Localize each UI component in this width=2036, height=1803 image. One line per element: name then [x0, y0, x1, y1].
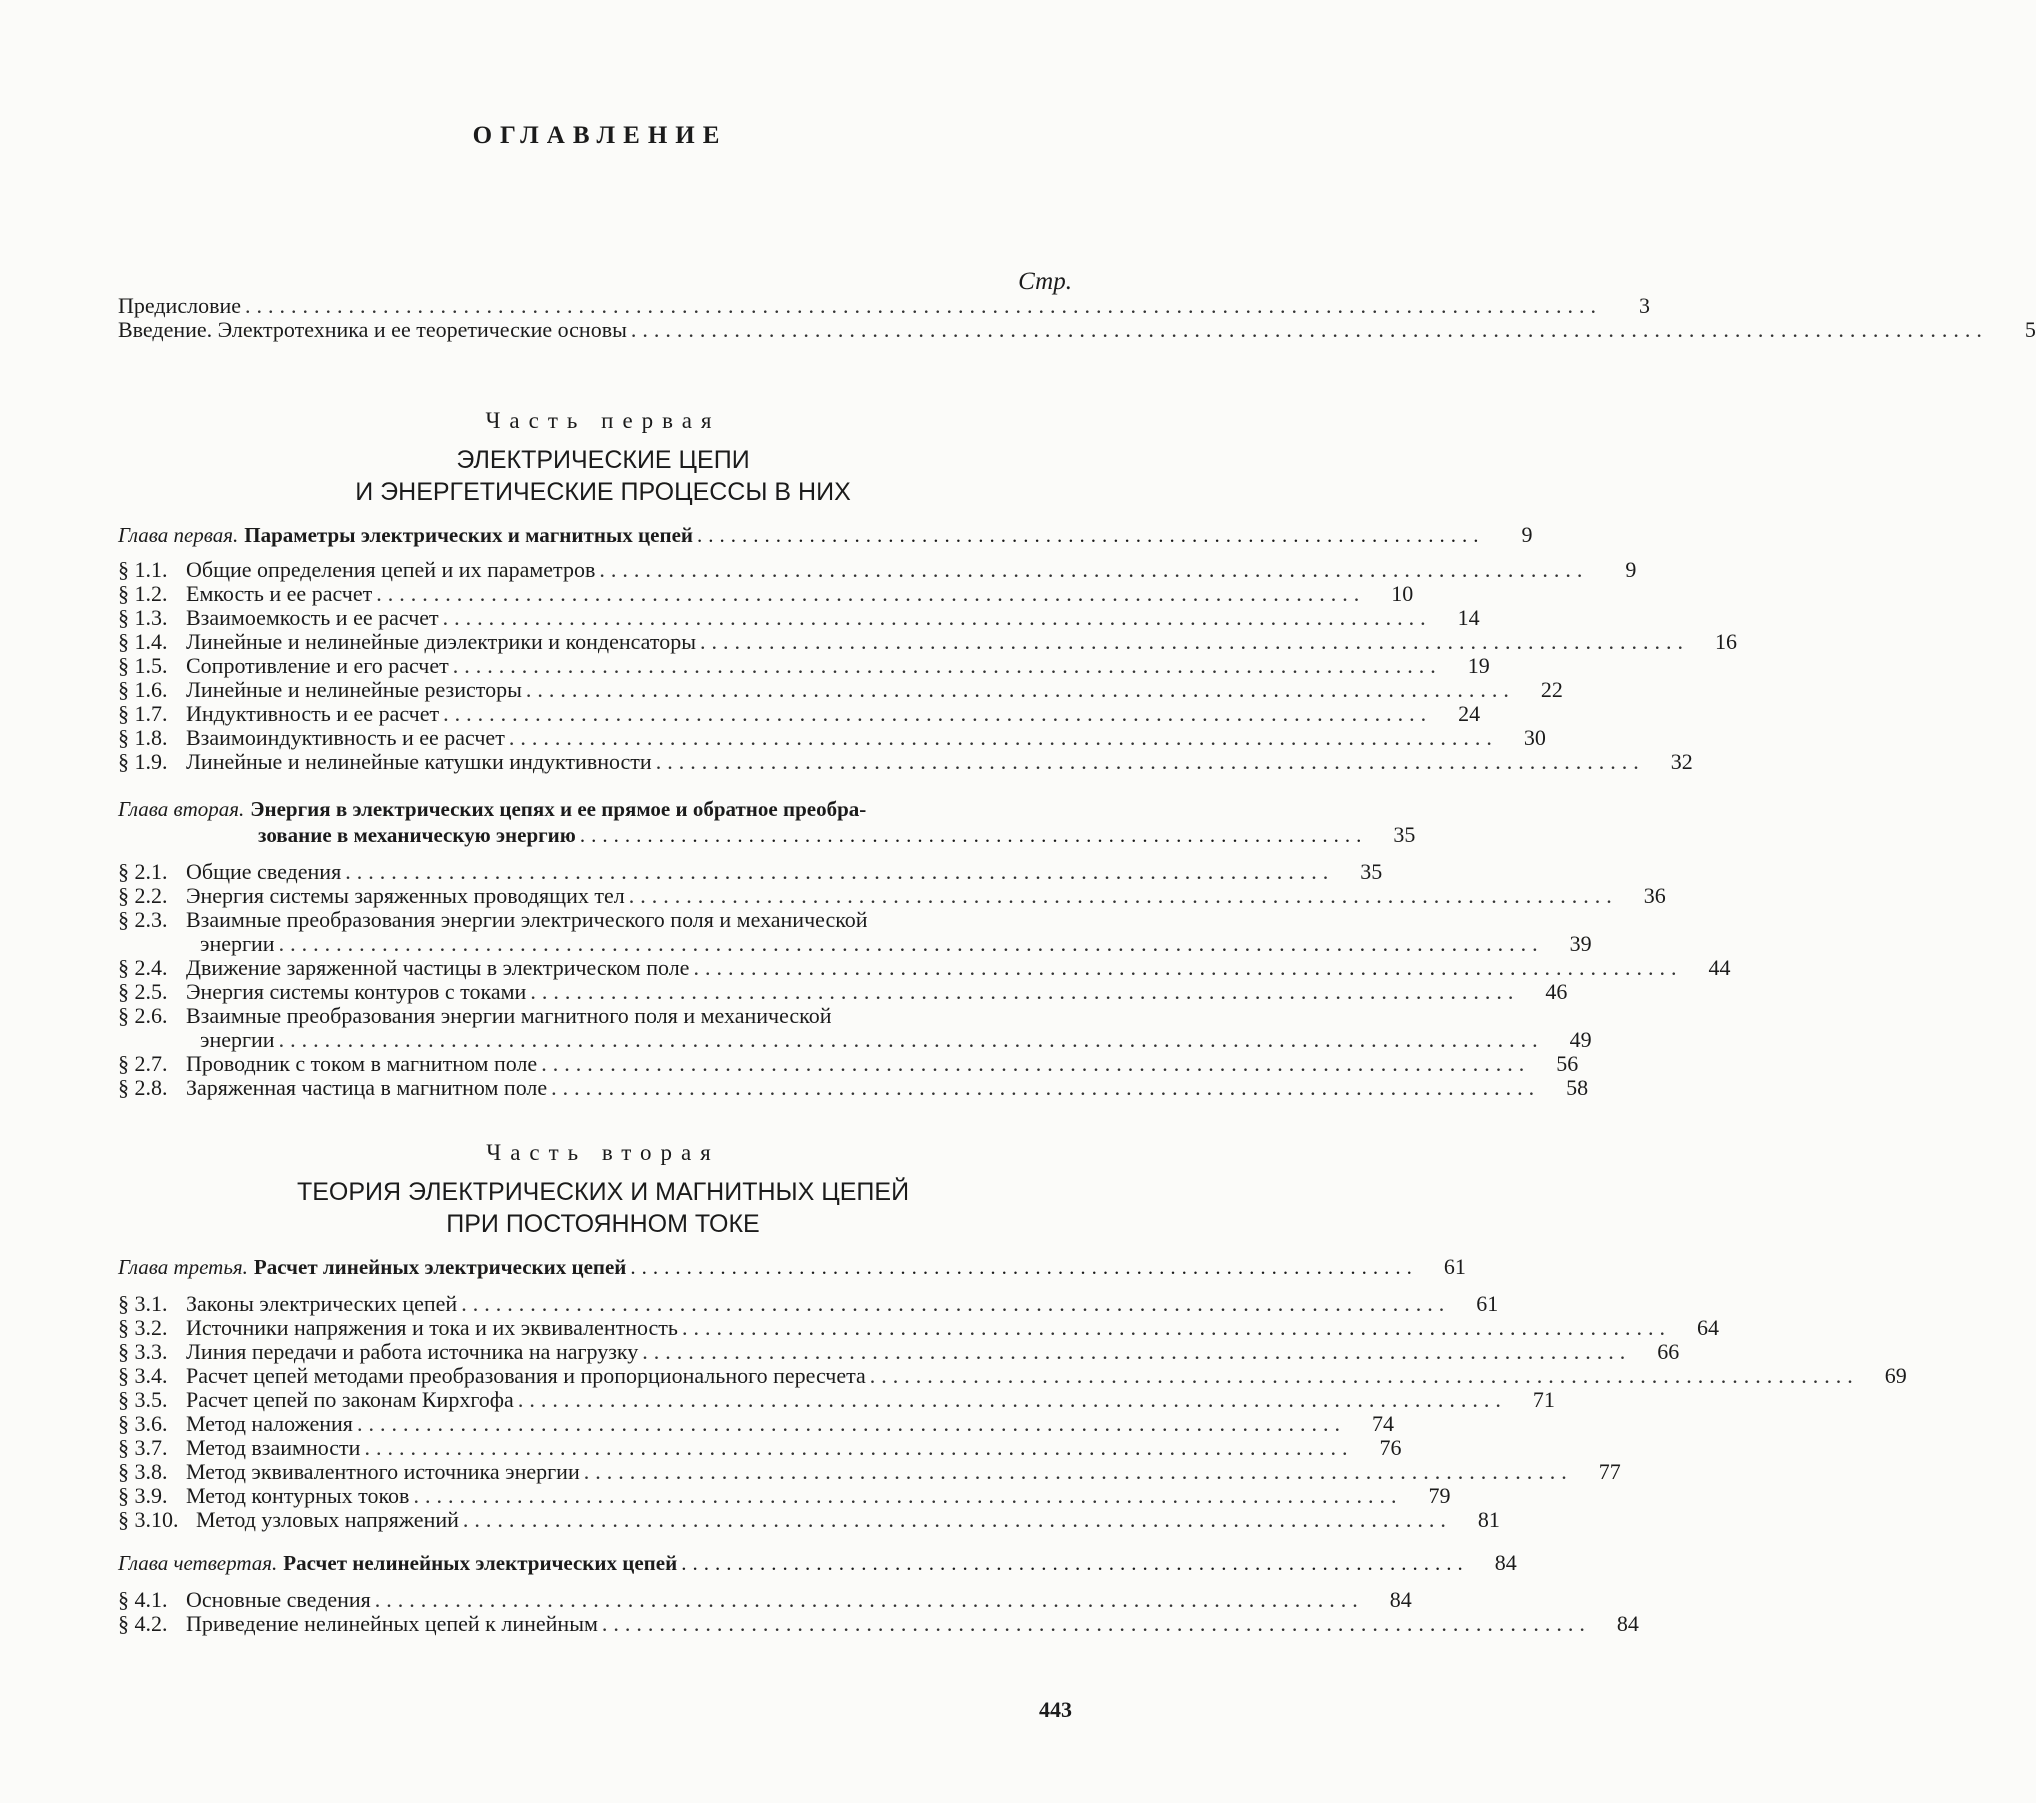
entry-text: Линейные и нелинейные диэлектрики и конденсаторы [186, 629, 696, 654]
chapter-label: Глава вторая. [118, 797, 245, 821]
entry-page: 84 [1616, 1611, 1639, 1636]
toc-entry [118, 859, 1383, 884]
page-number: 443 [1039, 1697, 1072, 1722]
entry-text: энергии [200, 931, 275, 956]
toc-entry [118, 605, 1480, 630]
section-number: § 2.1. [118, 859, 168, 884]
entry-text: Взаимные преобразования энергии магнитного поля и механической [186, 1003, 832, 1028]
chapter-title: Энергия в электрических цепях и ее прямое и обратное преобра- [250, 797, 867, 821]
section-number: § 1.6. [118, 677, 168, 702]
section-number: § 3.1. [118, 1291, 168, 1316]
chapter-title: Параметры электрических и магнитных цепей [244, 523, 694, 547]
section-number: § 3.2. [118, 1315, 168, 1340]
toc-entry [118, 1507, 1500, 1532]
section-number: § 3.8. [118, 1459, 168, 1484]
leader-dots: .............................................................................................................. [278, 931, 1544, 956]
toc-entry [118, 1483, 1451, 1508]
section-number: § 1.7. [118, 701, 168, 726]
chapter-3-items [118, 1291, 1907, 1532]
toc-entry [118, 1363, 1907, 1388]
toc-entry [118, 293, 1650, 318]
section-number: § 1.8. [118, 725, 168, 750]
entry-text: Метод контурных токов [186, 1483, 410, 1508]
part-title-line: ЭЛЕКТРИЧЕСКИЕ ЦЕПИ [456, 446, 750, 474]
toc-entry-cont [118, 1027, 1592, 1052]
leader-dots: ...................................................................................... [681, 1315, 1671, 1340]
toc-entry [118, 1611, 1639, 1636]
entry-page: 56 [1556, 1051, 1579, 1076]
entry-page: 35 [1360, 859, 1383, 884]
entry-text: Линейные и нелинейные резисторы [186, 677, 522, 702]
leader-dots: ...................................................................................... [525, 677, 1515, 702]
toc-entry [118, 653, 1490, 678]
entry-text: Метод наложения [186, 1411, 353, 1436]
toc-entry-cont [118, 931, 1592, 956]
entry-page: 58 [1566, 1075, 1589, 1100]
toc-entry [118, 955, 1731, 980]
leader-dots: ...................................................................................... [541, 1051, 1531, 1076]
entry-text: Основные сведения [186, 1587, 371, 1612]
toc-entry [118, 1411, 1394, 1436]
entry-text: Общие определения цепей и их параметров [186, 557, 596, 582]
section-number: § 2.7. [118, 1051, 168, 1076]
entry-page: 76 [1379, 1435, 1402, 1460]
entry-text: Энергия системы заряженных проводящих тел [186, 883, 625, 908]
leader-dots: ...................................................................................... [601, 1611, 1591, 1636]
leader-dots: .............................................................................................................. [278, 1027, 1544, 1052]
toc-entry [118, 883, 1666, 908]
entry-page: 9 [1625, 557, 1637, 582]
entry-text: Общие сведения [186, 859, 342, 884]
entry-page: 14 [1457, 605, 1480, 630]
entry-text: Движение заряженной частицы в электрическом поле [186, 955, 690, 980]
entry-page: 77 [1598, 1459, 1621, 1484]
entry-text: Приведение нелинейных цепей к линейным [186, 1611, 598, 1636]
leader-dots: ...................................................................................... [551, 1075, 1541, 1100]
leader-dots: ...................................................................................... [693, 955, 1683, 980]
section-number: § 3.7. [118, 1435, 168, 1460]
leader-dots: ...................................................................................................................... [245, 293, 1602, 318]
chapter-heading [118, 1254, 1466, 1280]
section-number: § 1.9. [118, 749, 168, 774]
entry-page: 64 [1696, 1315, 1719, 1340]
leader-dots: ...................................................................................... [517, 1387, 1507, 1412]
entry-text: Емкость и ее расчет [186, 581, 373, 606]
section-number: § 1.2. [118, 581, 168, 606]
chapter-title: Расчет линейных электрических цепей [253, 1255, 627, 1279]
leader-dots: ...................................................................... [681, 1551, 1469, 1575]
section-number: § 4.1. [118, 1587, 168, 1612]
entry-page: 44 [1708, 955, 1731, 980]
entry-text: Проводник с током в магнитном поле [186, 1051, 538, 1076]
leader-dots: ...................................................................................... [699, 629, 1689, 654]
entry-text: энергии [200, 1027, 275, 1052]
entry-page: 3 [1639, 293, 1650, 318]
section-number: § 3.9. [118, 1483, 168, 1508]
leader-dots: ...................................................................................... [599, 557, 1589, 582]
entry-text: Метод узловых напряжений [196, 1507, 459, 1532]
part-title-line: ТЕОРИЯ ЭЛЕКТРИЧЕСКИХ И МАГНИТНЫХ ЦЕПЕЙ [296, 1178, 910, 1206]
leader-dots: ...................................................................... [630, 1255, 1418, 1279]
toc-entry [118, 749, 1693, 774]
chapter-label: Глава четвертая. [118, 1551, 278, 1575]
toc-entry [118, 677, 1563, 702]
part-1-heading [118, 408, 1088, 508]
entry-page: 24 [1458, 701, 1481, 726]
section-number: § 2.5. [118, 979, 168, 1004]
chapter-page: 35 [1393, 822, 1416, 847]
page-title: ОГЛАВЛЕНИЕ [472, 122, 728, 149]
chapter-1-items [118, 557, 1737, 774]
chapter-heading [118, 796, 1088, 822]
toc-entry [118, 1387, 1555, 1412]
section-number: § 2.6. [118, 1003, 168, 1028]
chapter-4 [118, 1550, 1517, 1576]
entry-text: Метод эквивалентного источника энергии [186, 1459, 580, 1484]
leader-dots: ...................................................................................... [345, 859, 1335, 884]
entry-text: Взаимоемкость и ее расчет [186, 605, 439, 630]
chapter-2-items [118, 859, 1731, 1100]
chapter-title: зование в механическую энергию [258, 823, 576, 847]
entry-text: Взаимоиндуктивность и ее расчет [186, 725, 505, 750]
toc-entry [118, 908, 1088, 932]
entry-text: Взаимные преобразования энергии электрического поля и механической [186, 907, 868, 932]
section-number: § 3.6. [118, 1411, 168, 1436]
section-number: § 3.5. [118, 1387, 168, 1412]
leader-dots: ...................................................................................... [655, 749, 1645, 774]
toc-entry [118, 1339, 1680, 1364]
entry-text: Индуктивность и ее расчет [186, 701, 440, 726]
toc-entry [118, 1315, 1719, 1340]
section-number: § 2.3. [118, 907, 168, 932]
chapter-page: 9 [1521, 522, 1533, 547]
section-number: § 3.3. [118, 1339, 168, 1364]
leader-dots: ...................................................................................... [442, 605, 1432, 630]
toc-entry [118, 1587, 1412, 1612]
leader-dots: ...................................................................... [697, 523, 1485, 547]
part-label: Часть вторая [486, 1140, 720, 1165]
entry-page: 39 [1569, 931, 1592, 956]
entry-page: 19 [1467, 653, 1490, 678]
section-number: § 2.8. [118, 1075, 168, 1100]
entry-page: 61 [1476, 1291, 1499, 1316]
leader-dots: ...................................................................................... [628, 883, 1618, 908]
page-column-header: Стр. [1018, 268, 1072, 295]
leader-dots: ...................................................................... [579, 823, 1368, 847]
toc-entry [118, 1291, 1499, 1316]
leader-dots: ...................................................................................... [443, 701, 1433, 726]
entry-page: 49 [1569, 1027, 1592, 1052]
toc-entry [118, 701, 1481, 726]
chapter-1 [118, 522, 1533, 548]
section-number: § 1.5. [118, 653, 168, 678]
entry-text: Метод взаимности [186, 1435, 361, 1460]
entry-text: Источники напряжения и тока и их эквивалентность [186, 1315, 678, 1340]
leader-dots: ...................................................................................... [530, 979, 1520, 1004]
section-number: § 1.3. [118, 605, 168, 630]
entry-text: Законы электрических цепей [186, 1291, 458, 1316]
entry-page: 69 [1884, 1363, 1907, 1388]
part-label: Часть первая [485, 408, 721, 433]
entry-page: 81 [1477, 1507, 1500, 1532]
entry-page: 5 [2024, 317, 2036, 342]
leader-dots: ...................................................................................... [356, 1411, 1346, 1436]
toc-entry [118, 557, 1637, 582]
toc-entry [118, 629, 1737, 654]
chapter-label: Глава первая. [118, 523, 239, 547]
leader-dots: ...................................................................................... [462, 1507, 1452, 1532]
toc-entry [118, 1051, 1579, 1076]
entry-page: 66 [1657, 1339, 1680, 1364]
entry-text: Расчет цепей по законам Кирхгофа [186, 1387, 514, 1412]
section-number: § 2.2. [118, 883, 168, 908]
part-title-line: И ЭНЕРГЕТИЧЕСКИЕ ПРОЦЕССЫ В НИХ [355, 478, 851, 506]
toc-entry [118, 1435, 1402, 1460]
leader-dots: ...................................................................................... [364, 1435, 1354, 1460]
chapter-4-items [118, 1587, 1639, 1636]
entry-text: Введение. Электротехника и ее теоретические основы [118, 317, 627, 342]
toc-entry [118, 979, 1568, 1004]
entry-page: 84 [1389, 1587, 1412, 1612]
entry-text: Заряженная частица в магнитном поле [186, 1075, 548, 1100]
entry-text: Предисловие [118, 293, 241, 318]
toc-entry [118, 1075, 1589, 1100]
part-2-heading [118, 1140, 1088, 1240]
entry-page: 79 [1428, 1483, 1451, 1508]
entry-text: Расчет цепей методами преобразования и пропорционального пересчета [186, 1363, 866, 1388]
entry-text: Линейные и нелинейные катушки индуктивности [186, 749, 652, 774]
leader-dots: ...................................................................................... [376, 581, 1366, 606]
entry-text: Энергия системы контуров с токами [186, 979, 527, 1004]
leader-dots: ...................................................................................... [642, 1339, 1632, 1364]
entry-page: 46 [1545, 979, 1568, 1004]
leader-dots: ...................................................................................... [869, 1363, 1859, 1388]
entry-page: 36 [1643, 883, 1666, 908]
section-number: § 3.4. [118, 1363, 168, 1388]
entry-page: 22 [1540, 677, 1563, 702]
chapter-2 [118, 796, 1416, 848]
section-number: § 1.1. [118, 557, 168, 582]
leader-dots: ...................................................................................... [461, 1291, 1451, 1316]
entry-page: 10 [1391, 581, 1414, 606]
toc-entry [118, 581, 1414, 606]
leader-dots: ...................................................................................... [413, 1483, 1403, 1508]
part-title-line: ПРИ ПОСТОЯННОМ ТОКЕ [446, 1210, 760, 1238]
toc-entry [118, 1004, 1088, 1028]
chapter-3 [118, 1254, 1466, 1280]
leader-dots: ...................................................................................... [452, 653, 1442, 678]
entry-text: Сопротивление и его расчет [186, 653, 449, 678]
toc-entry [118, 725, 1546, 750]
leader-dots: ...................................................................................... [583, 1459, 1573, 1484]
toc-entry [118, 1459, 1621, 1484]
entry-page: 16 [1714, 629, 1737, 654]
entry-page: 32 [1670, 749, 1693, 774]
chapter-page: 61 [1443, 1254, 1466, 1279]
chapter-heading-cont [118, 822, 1416, 848]
chapter-heading [118, 1550, 1517, 1576]
front-matter [118, 293, 2036, 342]
entry-page: 71 [1532, 1387, 1555, 1412]
section-number: § 1.4. [118, 629, 168, 654]
chapter-title: Расчет нелинейных электрических цепей [283, 1551, 678, 1575]
chapter-heading [118, 522, 1533, 548]
section-number: § 4.2. [118, 1611, 168, 1636]
leader-dots: ...................................................................................... [374, 1587, 1364, 1612]
entry-text: Линия передачи и работа источника на нагрузку [186, 1339, 639, 1364]
leader-dots: ...................................................................................................................... [630, 317, 1988, 342]
entry-page: 30 [1523, 725, 1546, 750]
section-number: § 3.10. [118, 1507, 179, 1532]
entry-page: 74 [1371, 1411, 1394, 1436]
chapter-page: 84 [1494, 1550, 1517, 1575]
leader-dots: ...................................................................................... [508, 725, 1498, 750]
section-number: § 2.4. [118, 955, 168, 980]
toc-entry [118, 317, 2036, 342]
chapter-label: Глава третья. [118, 1255, 248, 1279]
